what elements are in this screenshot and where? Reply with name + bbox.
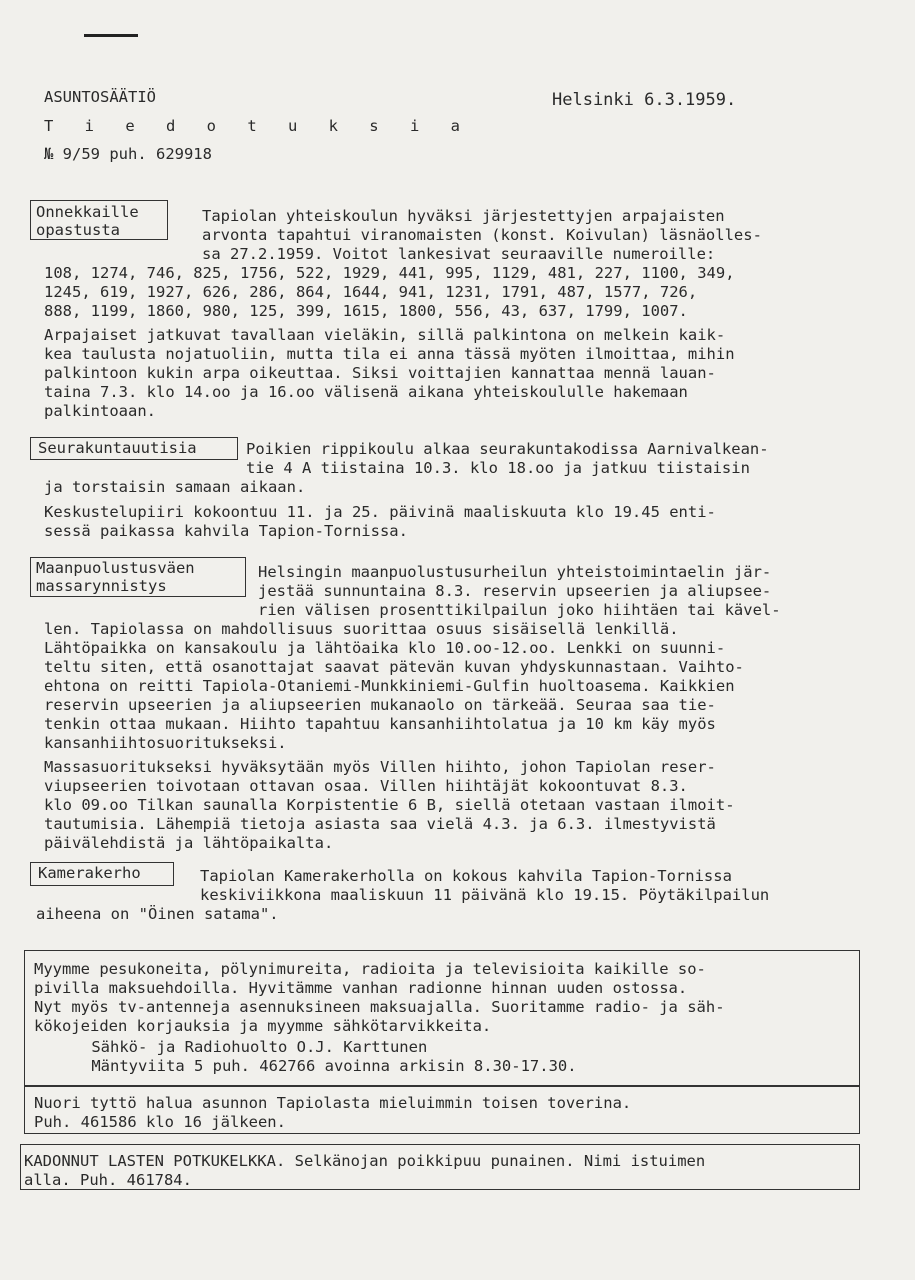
top-dash-mark: [84, 34, 138, 37]
lottery-text: sa 27.2.1959. Voitot lankesivat seuraaville numeroille:: [202, 245, 716, 263]
defence-text: jestää sunnuntaina 8.3. reservin upseerien ja aliupsee-: [258, 582, 772, 600]
lottery-text: arvonta tapahtui viranomaisten (konst. Koivulan) läsnäolles-: [202, 226, 762, 244]
defence-heading-line-1: Maanpuolustusväen: [36, 559, 195, 577]
parish-text: sessä paikassa kahvila Tapion-Tornissa.: [44, 522, 408, 540]
lottery-text: Tapiolan yhteiskoulun hyväksi järjestettyjen arpajaisten: [202, 207, 725, 225]
defence-heading-line-2: massarynnistys: [36, 577, 167, 595]
ad-text: KADONNUT LASTEN POTKUKELKKA. Selkänojan poikkipuu punainen. Nimi istuimen: [24, 1152, 706, 1170]
parish-text: ja torstaisin samaan aikaan.: [44, 478, 306, 496]
camera-heading: Kamerakerho: [38, 864, 141, 882]
parish-text: tie 4 A tiistaina 10.3. klo 18.oo ja jatkuu tiistaisin: [246, 459, 750, 477]
issue-reference: № 9/59 puh. 629918: [44, 145, 212, 163]
lottery-numbers: 108, 1274, 746, 825, 1756, 522, 1929, 441, 995, 1129, 481, 227, 1100, 349,: [44, 264, 735, 282]
defence-text: ehtona on reitti Tapiola-Otaniemi-Munkkiniemi-Gulfin huoltoasema. Kaikkien: [44, 677, 735, 695]
defence-text: Massasuoritukseksi hyväksytään myös Villen hiihto, johon Tapiolan reser-: [44, 758, 716, 776]
place-date: Helsinki 6.3.1959.: [552, 90, 737, 110]
org-name: ASUNTOSÄÄTIÖ: [44, 88, 156, 106]
defence-text: teltu siten, että osanottajat saavat pätevän kuvan yhdyskunnastaan. Vaihto-: [44, 658, 744, 676]
ad-text: Myymme pesukoneita, pölynimureita, radioita ja televisioita kaikille so-: [34, 960, 706, 978]
defence-text: Lähtöpaikka on kansakoulu ja lähtöaika klo 10.oo-12.oo. Lenkki on suunni-: [44, 639, 726, 657]
defence-text: klo 09.oo Tilkan saunalla Korpistentie 6 B, siellä otetaan vastaan ilmoit-: [44, 796, 735, 814]
defence-text: kansanhiihtosuoritukseksi.: [44, 734, 287, 752]
lottery-heading-line-1: Onnekkaille: [36, 203, 139, 221]
camera-text: Tapiolan Kamerakerholla on kokous kahvila Tapion-Tornissa: [200, 867, 732, 885]
defence-text: tautumisia. Lähempiä tietoja asiasta saa vielä 4.3. ja 6.3. ilmestyvistä: [44, 815, 716, 833]
lottery-heading-line-2: opastusta: [36, 221, 120, 239]
doc-title: T i e d o t u k s i a: [44, 117, 471, 135]
ad-address: Mäntyviita 5 puh. 462766 avoinna arkisin 8.30-17.30.: [54, 1057, 577, 1075]
lottery-numbers: 1245, 619, 1927, 626, 286, 864, 1644, 941, 1231, 1791, 487, 1577, 726,: [44, 283, 698, 301]
parish-heading: Seurakuntauutisia: [38, 439, 197, 457]
ad-text: Puh. 461586 klo 16 jälkeen.: [34, 1113, 286, 1131]
ad-text: pivilla maksuehdoilla. Hyvitämme vanhan radionne hinnan uuden ostossa.: [34, 979, 688, 997]
lottery-numbers: 888, 1199, 1860, 980, 125, 399, 1615, 1800, 556, 43, 637, 1799, 1007.: [44, 302, 688, 320]
defence-text: Helsingin maanpuolustusurheilun yhteistoimintaelin jär-: [258, 563, 772, 581]
defence-text: len. Tapiolassa on mahdollisuus suorittaa osuus sisäisellä lenkillä.: [44, 620, 679, 638]
ad-text: alla. Puh. 461784.: [24, 1171, 192, 1189]
defence-text: viupseerien toivotaan ottavan osaa. Villen hiihtäjät kokoontuvat 8.3.: [44, 777, 688, 795]
lottery-text: kea taulusta nojatuoliin, mutta tila ei anna tässä myöten ilmoittaa, mihin: [44, 345, 735, 363]
parish-text: Keskustelupiiri kokoontuu 11. ja 25. päivinä maaliskuuta klo 19.45 enti-: [44, 503, 716, 521]
ad-text: kökojeiden korjauksia ja myymme sähkötarvikkeita.: [34, 1017, 492, 1035]
defence-text: tenkin ottaa mukaan. Hiihto tapahtuu kansanhiihtolatua ja 10 km käy myös: [44, 715, 716, 733]
defence-text: reservin upseerien ja aliupseerien mukanaolo on tärkeää. Seuraa saa tie-: [44, 696, 716, 714]
ad-text: Nyt myös tv-antenneja asennuksineen maksuajalla. Suoritamme radio- ja säh-: [34, 998, 725, 1016]
defence-text: rien välisen prosenttikilpailun joko hiihtäen tai kävel-: [258, 601, 781, 619]
ad-company: Sähkö- ja Radiohuolto O.J. Karttunen: [54, 1038, 428, 1056]
defence-text: päivälehdistä ja lähtöpaikalta.: [44, 834, 334, 852]
lottery-text: palkintoaan.: [44, 402, 156, 420]
camera-text: keskiviikkona maaliskuun 11 päivänä klo 19.15. Pöytäkilpailun: [200, 886, 770, 904]
camera-text: aiheena on "Öinen satama".: [36, 905, 279, 923]
lottery-text: taina 7.3. klo 14.oo ja 16.oo välisenä aikana yhteiskoululle hakemaan: [44, 383, 688, 401]
lottery-text: Arpajaiset jatkuvat tavallaan vieläkin, sillä palkintona on melkein kaik-: [44, 326, 726, 344]
parish-text: Poikien rippikoulu alkaa seurakuntakodissa Aarnivalkean-: [246, 440, 769, 458]
lottery-text: palkintoon kukin arpa oikeuttaa. Siksi voittajien kannattaa mennä lauan-: [44, 364, 716, 382]
ad-text: Nuori tyttö halua asunnon Tapiolasta mieluimmin toisen toverina.: [34, 1094, 632, 1112]
